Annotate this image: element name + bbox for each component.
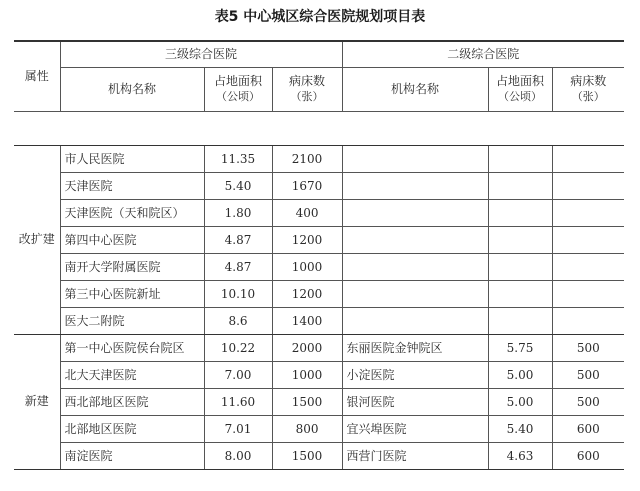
land-area-level3: 4.87 (204, 226, 272, 253)
group-header-level2: 二级综合医院 (342, 41, 624, 67)
bed-count-level2: 500 (552, 334, 624, 361)
hospital-name-level3: 南开大学附属医院 (60, 253, 204, 280)
table-row (14, 442, 624, 469)
hospital-name-level2: 西营门医院 (342, 442, 488, 469)
hospital-name-level3: 医大二附院 (60, 307, 204, 334)
land-area-level2 (488, 280, 552, 307)
table-title: 表5 中心城区综合医院规划项目表 (214, 9, 426, 25)
table-row (14, 145, 624, 172)
hospital-name-level2 (342, 145, 488, 172)
hospital-name-level2 (342, 253, 488, 280)
hospital-name-level2 (342, 280, 488, 307)
hospital-name-level3: 市人民医院 (60, 145, 204, 172)
hospital-name-level3: 第一中心医院侯台院区 (60, 334, 204, 361)
table-row (14, 199, 624, 226)
bed-count-level3: 1000 (272, 253, 342, 280)
attribute-label: 新建 (24, 394, 49, 408)
table-row (14, 361, 624, 388)
table-row (14, 307, 624, 334)
bed-count-level2 (552, 172, 624, 199)
table-row (14, 226, 624, 253)
bed-count-level2 (552, 253, 624, 280)
col-beds-right: 病床数 （张） (552, 67, 624, 111)
hospital-name-level2 (342, 226, 488, 253)
table-row (14, 388, 624, 415)
land-area-level2: 4.63 (488, 442, 552, 469)
land-area-level3: 1.80 (204, 199, 272, 226)
land-area-level2: 5.75 (488, 334, 552, 361)
bed-count-level3: 1670 (272, 172, 342, 199)
land-area-level3: 8.6 (204, 307, 272, 334)
bed-count-level2 (552, 199, 624, 226)
col-name-left: 机构名称 (60, 67, 204, 111)
bed-count-level2: 500 (552, 388, 624, 415)
land-area-level2 (488, 253, 552, 280)
table-row (14, 415, 624, 442)
table-row (14, 280, 624, 307)
land-area-level2 (488, 172, 552, 199)
hospital-name-level3: 天津医院（天和院区） (60, 199, 204, 226)
land-area-level3: 4.87 (204, 253, 272, 280)
attribute-label: 改扩建 (18, 232, 55, 246)
attribute-cell (14, 334, 60, 469)
col-beds-left: 病床数 （张） (272, 67, 342, 111)
hospital-name-level2 (342, 307, 488, 334)
land-area-level2 (488, 307, 552, 334)
hospital-name-level3: 南淀医院 (60, 442, 204, 469)
bed-count-level2 (552, 145, 624, 172)
table-row (14, 172, 624, 199)
hospital-name-level3: 第四中心医院 (60, 226, 204, 253)
bed-count-level2: 600 (552, 442, 624, 469)
group-header-level3: 三级综合医院 (60, 41, 342, 67)
land-area-level2: 5.00 (488, 388, 552, 415)
hospital-name-level2 (342, 199, 488, 226)
hospital-name-level2: 东丽医院金钟院区 (342, 334, 488, 361)
col-area-right: 占地面积 （公顷） (488, 67, 552, 111)
col-area-left: 占地面积 （公顷） (204, 67, 272, 111)
bed-count-level2 (552, 307, 624, 334)
land-area-level2: 5.00 (488, 361, 552, 388)
land-area-level3: 5.40 (204, 172, 272, 199)
attribute-header: 属性 (14, 41, 60, 111)
land-area-level2: 5.40 (488, 415, 552, 442)
hospital-name-level2 (342, 172, 488, 199)
land-area-level3: 11.35 (204, 145, 272, 172)
land-area-level3: 10.22 (204, 334, 272, 361)
land-area-level2 (488, 226, 552, 253)
hospital-name-level2: 银河医院 (342, 388, 488, 415)
hospital-name-level3: 天津医院 (60, 172, 204, 199)
land-area-level2 (488, 199, 552, 226)
bed-count-level3: 1500 (272, 442, 342, 469)
land-area-level3: 8.00 (204, 442, 272, 469)
land-area-level2 (488, 145, 552, 172)
hospital-name-level2: 宜兴埠医院 (342, 415, 488, 442)
bed-count-level2 (552, 280, 624, 307)
hospital-name-level3: 第三中心医院新址 (60, 280, 204, 307)
land-area-level3: 11.60 (204, 388, 272, 415)
bed-count-level2: 600 (552, 415, 624, 442)
bed-count-level3: 1400 (272, 307, 342, 334)
bed-count-level2 (552, 226, 624, 253)
bed-count-level3: 2000 (272, 334, 342, 361)
table-row (14, 253, 624, 280)
hospital-plan-table (14, 40, 624, 470)
table-row (14, 334, 624, 361)
hospital-name-level3: 西北部地区医院 (60, 388, 204, 415)
hospital-name-level2: 小淀医院 (342, 361, 488, 388)
bed-count-level3: 1200 (272, 226, 342, 253)
spacer-row (14, 111, 624, 145)
bed-count-level3: 1500 (272, 388, 342, 415)
land-area-level3: 7.00 (204, 361, 272, 388)
header-row-columns (14, 67, 624, 111)
col-name-right: 机构名称 (342, 67, 488, 111)
bed-count-level2: 500 (552, 361, 624, 388)
land-area-level3: 7.01 (204, 415, 272, 442)
bed-count-level3: 2100 (272, 145, 342, 172)
hospital-name-level3: 北部地区医院 (60, 415, 204, 442)
hospital-name-level3: 北大天津医院 (60, 361, 204, 388)
header-row-group (14, 41, 624, 67)
attribute-cell (14, 145, 60, 334)
land-area-level3: 10.10 (204, 280, 272, 307)
bed-count-level3: 400 (272, 199, 342, 226)
bed-count-level3: 1200 (272, 280, 342, 307)
bed-count-level3: 800 (272, 415, 342, 442)
bed-count-level3: 1000 (272, 361, 342, 388)
